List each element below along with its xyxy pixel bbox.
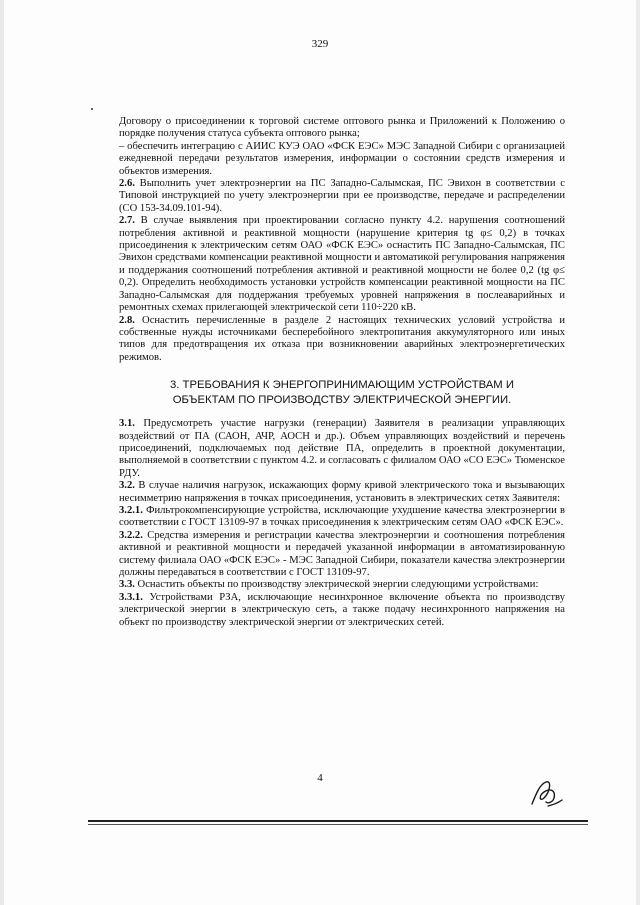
item-number: 3.1. — [119, 418, 135, 430]
item-number: 2.7. — [119, 215, 135, 227]
document-body — [119, 116, 565, 629]
scan-speck — [91, 108, 93, 110]
item-text: Средства измерения и регистрации качества электроэнергии и соотношения потребления активной и реактивной мощности и передачей указанной информации в автоматизированную систему филиала ОАО «ФСК ЕЭС» - МЭС Западной Сибири, показатели качества электроэнергии должны передаваться в соответствии с ГОСТ 13109-97. — [119, 529, 565, 578]
item-number: 3.2. — [119, 480, 135, 492]
section-heading-line: 3. ТРЕБОВАНИЯ К ЭНЕРГОПРИНИМАЮЩИМ УСТРОЙСТВАМ И — [170, 379, 514, 392]
numbered-paragraph — [119, 418, 565, 480]
item-number: 3.3.1. — [119, 591, 143, 603]
item-text: Оснастить перечисленные в разделе 2 настоящих технических условий устройства и собственные нужды источниками бесперебойного электропитания аккумуляторного или иных типов для предотвращения их отказа при возникновении аварийных электроэнергетических режимов. — [119, 314, 565, 363]
numbered-paragraph — [119, 579, 565, 591]
section-heading — [119, 378, 565, 408]
paragraph: – обеспечить интеграцию с АИИС КУЭ ОАО «ФСК ЕЭС» МЭС Западной Сибири с организацией ежедневной передачи результатов измерения, информации о состоянии средств измерения и объектов измерения. — [119, 140, 565, 177]
scan-edge-left — [0, 0, 4, 905]
item-number: 3.2.2. — [119, 529, 143, 541]
item-number: 3.3. — [119, 579, 135, 591]
footer-rule — [88, 820, 588, 822]
numbered-paragraph — [119, 592, 565, 629]
item-number: 3.2.1. — [119, 504, 143, 516]
signature-icon — [526, 776, 566, 812]
footer-page-number: 4 — [317, 772, 323, 784]
numbered-paragraph — [119, 315, 565, 365]
numbered-paragraph — [119, 505, 565, 530]
numbered-paragraph — [119, 178, 565, 215]
footer-rule-thin — [88, 824, 588, 825]
item-text: В случае выявления при проектировании согласно пункту 4.2. нарушения соотношений потребления активной и реактивной мощности (нарушение критерия tg φ≤ 0,2) в точках присоединения к электрическим сетям ОАО «ФСК ЕЭС» оснастить ПС Западно-Салымская, ПС Эвихон средствами компенсации реактивной мощности и автоматикой регулирования напряжения и поддержания соотношений потребления активной и реактивной мощности не более 0,2 (tg φ≤ 0,2). Определить необходимость установки устройств компенсации реактивной мощности на ПС Западно-Салымская для поддержания требуемых уровней напряжения в послеаварийных и ремонтных схемах прилегающей электрической сети 110÷220 кВ. — [119, 215, 565, 314]
item-text: Предусмотреть участие нагрузки (генерации) Заявителя в реализации управляющих воздействий от ПА (САОН, АЧР, АОСН и др.). Объем управляющих воздействий и перечень присоединений, подключаемых под действие ПА, определить в проектной документации, выполняемой в соответствии с пунктом 4.2. и согласовать с филиалом ОАО «СО ЕЭС» Тюменское РДУ. — [119, 418, 565, 479]
numbered-paragraph — [119, 215, 565, 314]
item-number: 2.8. — [119, 314, 135, 326]
numbered-paragraph — [119, 530, 565, 580]
page-number: 329 — [311, 38, 329, 50]
scan-edge-right — [636, 0, 640, 905]
item-text: Оснастить объекты по производству электрической энергии следующими устройствами: — [134, 579, 539, 591]
item-text: В случае наличия нагрузок, искажающих форму кривой электрического тока и вызывающих несимметрию напряжения в точках присоединения, установить в электрических сетях Заявителя: — [119, 480, 565, 504]
item-number: 2.6. — [119, 178, 135, 190]
item-text: Фильтрокомпенсирующие устройства, исключающие ухудшение качества электроэнергии в соответствии с ГОСТ 13109-97 в точках присоединения к электрическим сетям ОАО «ФСК ЕЭС». — [119, 504, 565, 529]
item-text: Устройствами РЗА, исключающие несинхронное включение объекта по производству электрической энергии в электрическую сеть, а также подачу несинхронного напряжения на объект по производству электрической энергии от электрических сетей. — [119, 591, 565, 628]
numbered-paragraph — [119, 480, 565, 505]
section-heading-line: ОБЪЕКТАМ ПО ПРОИЗВОДСТВУ ЭЛЕКТРИЧЕСКОЙ ЭНЕРГИИ. — [172, 394, 512, 407]
paragraph: Договору о присоединении к торговой системе оптового рынка и Приложений к Положению о порядке получения статуса субъекта оптового рынка; — [119, 116, 565, 140]
item-text: Выполнить учет электроэнергии на ПС Западно-Салымская, ПС Эвихон в соответствии с Типовой инструкцией по учету электроэнергии при ее производстве, передаче и распределении (СО 153-34.09.101-94). — [119, 178, 565, 214]
